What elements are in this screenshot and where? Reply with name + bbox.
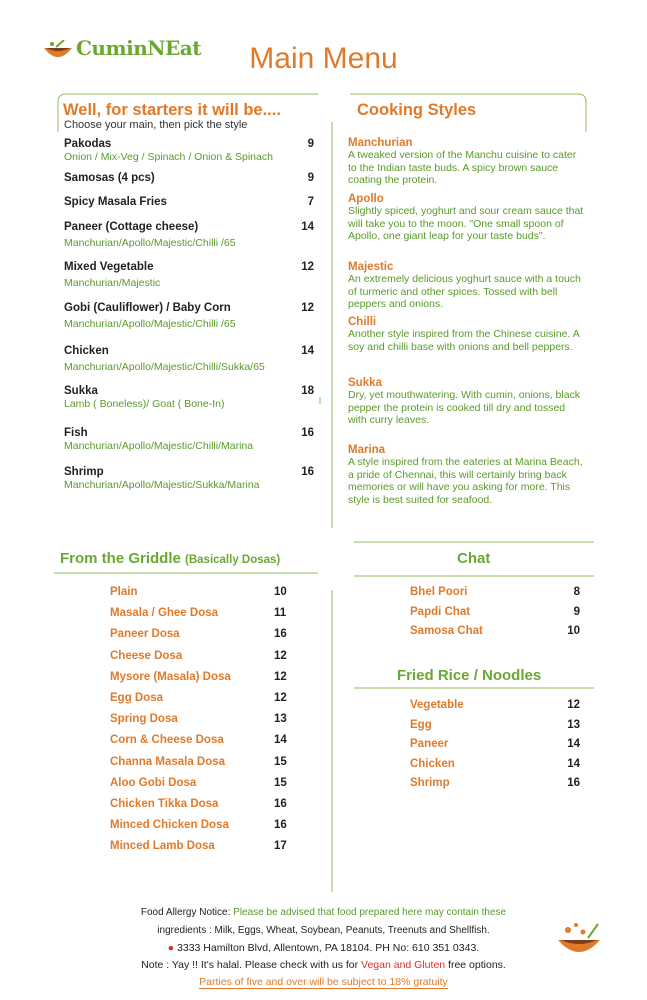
menu-item-name: Paneer	[410, 738, 449, 751]
location-pin-icon: ●	[167, 942, 175, 954]
menu-row	[410, 699, 580, 711]
style-item	[348, 261, 584, 311]
item-name: Mixed Vegetable	[64, 261, 154, 273]
item-desc: Manchurian/Apollo/Majestic/Chilli /65	[64, 318, 236, 330]
menu-item-price: 12	[567, 699, 580, 711]
menu-item-price: 12	[274, 670, 287, 683]
menu-item-name: Channa Masala Dosa	[110, 755, 226, 768]
style-desc: Another style inspired from the Chinese cuisine. A soy and chilli base with onions and bell peppers.	[348, 328, 580, 353]
style-name: Majestic	[348, 261, 394, 273]
item-name: Paneer (Cottage cheese)	[64, 221, 199, 233]
menu-item-price: 16	[274, 798, 287, 810]
menu-row	[110, 586, 288, 598]
style-desc: Slightly spiced, yoghurt and sour cream sauce that will take you to the moon. "One small spoon of Apollo, one giant leap for your taste buds".	[348, 205, 584, 243]
gratuity-note	[0, 976, 647, 988]
menu-row	[110, 756, 288, 768]
menu-item-price: 14	[274, 734, 287, 747]
item-desc: Lamb ( Boneless)/ Goat ( Bone-In)	[64, 398, 225, 410]
item-price: 18	[301, 385, 314, 397]
item-price: 9	[307, 138, 314, 150]
item-name: Gobi (Cauliflower) / Baby Corn	[64, 302, 231, 314]
menu-row	[110, 713, 288, 725]
menu-item-name: Plain	[110, 586, 138, 598]
starters-heading: Well, for starters it will be....	[63, 101, 281, 119]
menu-item-name: Papdi Chat	[410, 605, 471, 618]
menu-item-price: 10	[567, 625, 580, 637]
menu-item-name: Corn & Cheese Dosa	[110, 734, 224, 747]
menu-item-price: 8	[573, 586, 580, 598]
allergy-label: Food Allergy Notice:	[140, 907, 231, 918]
menu-item-name: Cheese Dosa	[110, 649, 183, 662]
item-price: 12	[301, 261, 314, 273]
spice-bowl-icon	[556, 920, 602, 960]
menu-item-name: Mysore (Masala) Dosa	[110, 670, 231, 683]
style-name: Manchurian	[348, 137, 413, 149]
item-name: Pakodas	[64, 138, 112, 150]
style-item	[348, 193, 584, 243]
menu-item-name: Chicken Tikka Dosa	[110, 798, 219, 810]
allergy-notice-line1	[0, 907, 647, 918]
address-text: 3333 Hamilton Blvd, Allentown, PA 18104. PH No: 610 351 0343.	[177, 942, 480, 954]
menu-item-price: 9	[573, 605, 580, 618]
menu-item-name: Samosa Chat	[410, 625, 483, 637]
menu-item-price: 11	[274, 607, 287, 620]
style-item	[348, 377, 584, 427]
menu-row	[110, 650, 288, 662]
item-name: Samosas (4 pcs)	[64, 172, 155, 184]
menu-row	[410, 606, 580, 618]
menu-row	[410, 625, 580, 637]
menu-row	[110, 798, 288, 810]
item-name: Chicken	[64, 345, 109, 357]
item-name: Sukka	[64, 385, 98, 397]
item-name: Fish	[64, 427, 88, 439]
menu-item-name: Masala / Ghee Dosa	[110, 607, 219, 620]
item-name: Shrimp	[64, 466, 104, 478]
menu-row	[110, 777, 288, 789]
menu-item-name: Minced Lamb Dosa	[110, 840, 215, 853]
menu-item-name: Vegetable	[410, 699, 464, 711]
item-price: 7	[307, 196, 314, 208]
item-desc: Manchurian/Apollo/Majestic/Chilli/Marina	[64, 440, 254, 452]
starter-item	[64, 385, 314, 410]
gratuity-text: Parties of five and over will be subject to 18% gratuity	[199, 976, 448, 988]
menu-item-price: 16	[274, 819, 287, 832]
style-item	[348, 137, 584, 187]
menu-item-price: 13	[274, 713, 287, 726]
note-highlight: Vegan and Gluten	[361, 959, 446, 971]
address-line	[0, 942, 647, 954]
starters-subheading: Choose your main, then pick the style	[64, 119, 248, 131]
starter-item	[64, 221, 314, 249]
style-name: Chilli	[348, 316, 377, 328]
item-desc: Manchurian/Apollo/Majestic/Sukka/Marina	[64, 479, 260, 491]
item-name: Spicy Masala Fries	[64, 196, 167, 208]
menu-row	[410, 586, 580, 598]
menu-item-price: 15	[274, 776, 287, 789]
menu-item-price: 13	[567, 718, 580, 731]
menu-row	[110, 671, 288, 683]
allergy-notice-line2: ingredients : Milk, Eggs, Wheat, Soybean, Peanuts, Treenuts and Shellfish.	[157, 925, 490, 936]
menu-item-price: 15	[274, 755, 287, 768]
menu-item-name: Shrimp	[410, 777, 450, 790]
item-desc: Manchurian/Apollo/Majestic/Chilli /65	[64, 237, 236, 249]
menu-item-name: Egg	[410, 718, 432, 731]
page-title: Main Menu	[249, 42, 398, 75]
style-name: Marina	[348, 444, 386, 456]
starter-item	[64, 172, 314, 184]
style-desc: An extremely delicious yoghurt sauce with a touch of turmeric and other spices. Tossed with bell peppers and onions.	[348, 273, 581, 311]
item-desc: Onion / Mix-Veg / Spinach / Onion & Spinach	[64, 151, 273, 163]
griddle-title: From the Griddle	[60, 550, 181, 567]
menu-item-price: 17	[274, 840, 287, 853]
menu-row	[410, 738, 580, 750]
style-item	[348, 444, 584, 507]
starter-item	[64, 302, 314, 330]
menu-item-name: Aloo Gobi Dosa	[110, 776, 197, 789]
menu-item-name: Paneer Dosa	[110, 628, 180, 641]
menu-item-name: Minced Chicken Dosa	[110, 819, 229, 832]
starter-item	[64, 427, 314, 452]
style-desc: Dry, yet mouthwatering. With cumin, onions, black pepper the protein is cooked till dry and tossed with curry leaves.	[348, 389, 581, 427]
cooking-styles-heading: Cooking Styles	[357, 101, 477, 119]
style-item	[348, 316, 584, 353]
menu-item-name: Bhel Poori	[410, 586, 468, 598]
menu-item-price: 12	[274, 692, 287, 704]
menu-item-price: 10	[274, 586, 287, 598]
item-price: 16	[301, 466, 314, 478]
menu-item-price: 14	[567, 738, 580, 751]
menu-row	[410, 719, 580, 731]
menu-row	[110, 607, 288, 619]
menu-item-price: 16	[274, 628, 287, 641]
item-desc: Manchurian/Apollo/Majestic/Chilli/Sukka/65	[64, 361, 265, 373]
halal-note	[0, 959, 647, 971]
item-price: 14	[301, 221, 314, 233]
menu-item-name: Chicken	[410, 757, 455, 770]
menu-item-name: Spring Dosa	[110, 713, 178, 726]
style-desc: A style inspired from the eateries at Marina Beach, a pride of Chennai, this will certainly bring back memories or will have you asking for more. This style is best suited for seafood.	[348, 456, 583, 507]
starter-item	[64, 345, 314, 373]
chat-heading: Chat	[457, 550, 491, 567]
allergy-text: Please be advised that food prepared here may contain these	[233, 907, 507, 918]
fried-rice-heading: Fried Rice / Noodles	[397, 667, 542, 684]
logo-text: CuminNEat	[76, 36, 201, 60]
item-price: 12	[301, 302, 314, 314]
menu-item-price: 12	[274, 649, 287, 662]
starter-item	[64, 196, 314, 208]
menu-row	[410, 777, 580, 789]
menu-row	[410, 758, 580, 770]
item-price: 14	[301, 345, 314, 357]
style-name: Sukka	[348, 377, 382, 389]
starter-item	[64, 261, 314, 289]
menu-row	[110, 840, 288, 852]
griddle-heading	[60, 550, 280, 567]
menu-row	[110, 692, 288, 704]
item-price: 9	[307, 172, 314, 184]
menu-row	[110, 628, 288, 640]
item-desc: Manchurian/Majestic	[64, 277, 161, 289]
starter-item	[64, 466, 314, 491]
menu-row	[110, 734, 288, 746]
note-text: Note : Yay !! It's halal. Please check with us for	[141, 959, 362, 971]
item-price: 16	[301, 427, 314, 439]
style-name: Apollo	[348, 193, 384, 205]
menu-item-price: 14	[567, 757, 580, 770]
note-text-end: free options.	[445, 959, 506, 971]
menu-item-price: 16	[567, 777, 580, 790]
style-desc: A tweaked version of the Manchu cuisine to cater to the Indian taste buds. A spicy brown sauce coating the protein.	[348, 149, 577, 187]
griddle-note: (Basically Dosas)	[185, 554, 281, 566]
menu-item-name: Egg Dosa	[110, 692, 164, 704]
starter-item	[64, 138, 314, 163]
menu-row	[110, 819, 288, 831]
